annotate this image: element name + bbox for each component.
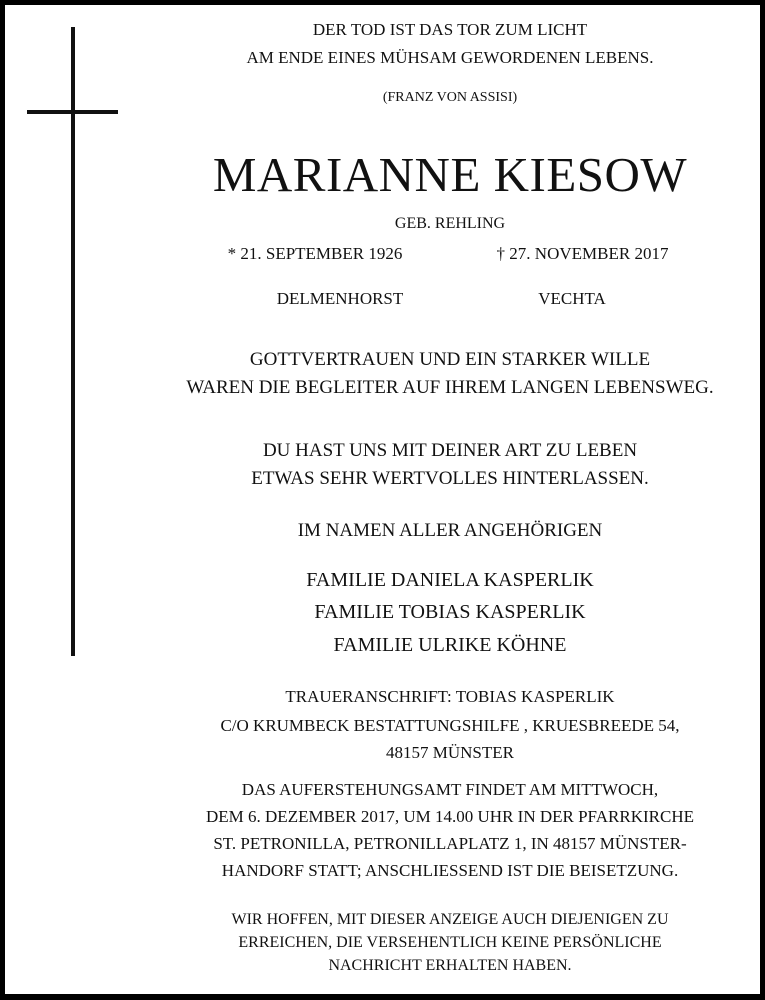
mourners-intro: IM NAMEN ALLER ANGEHÖRIGEN [297, 520, 603, 541]
cross-icon [71, 27, 75, 656]
service-line: DAS AUFERSTEHUNGSAMT FINDET AM MITTWOCH, [241, 780, 659, 799]
death-date: † 27. NOVEMBER 2017 [496, 244, 669, 263]
service-line: ST. PETRONILLA, PETRONILLAPLATZ 1, IN 48157 MÜNSTER- [213, 834, 687, 853]
address-line: TRAUERANSCHRIFT: TOBIAS KASPERLIK [285, 687, 615, 706]
tribute-line: DU HAST UNS MIT DEINER ART ZU LEBEN [262, 440, 638, 461]
closing-line: WIR HOFFEN, MIT DIESER ANZEIGE AUCH DIEJENIGEN ZU [231, 911, 669, 928]
death-place: VECHTA [538, 289, 606, 308]
birth-date: * 21. SEPTEMBER 1926 [227, 244, 403, 263]
family-name: FAMILIE ULRIKE KÖHNE [333, 634, 567, 656]
birth-place: DELMENHORST [276, 289, 404, 308]
family-name: FAMILIE DANIELA KASPERLIK [306, 569, 594, 591]
quote-line: DER TOD IST DAS TOR ZUM LICHT [312, 20, 588, 39]
closing-line: ERREICHEN, DIE VERSEHENTLICH KEINE PERSÖNLICHE [238, 934, 662, 951]
address-line: 48157 MÜNSTER [386, 743, 514, 762]
deceased-name: MARIANNE KIESOW [212, 147, 688, 202]
address-line: C/O KRUMBECK BESTATTUNGSHILFE , KRUESBREEDE 54, [220, 716, 680, 735]
tribute-line: WAREN DIE BEGLEITER AUF IHREM LANGEN LEBENSWEG. [186, 377, 714, 398]
service-line: HANDORF STATT; ANSCHLIESSEND IST DIE BEISETZUNG. [221, 861, 679, 880]
family-name: FAMILIE TOBIAS KASPERLIK [314, 601, 586, 623]
closing-line: NACHRICHT ERHALTEN HABEN. [328, 957, 572, 974]
quote-author: (FRANZ VON ASSISI) [382, 90, 518, 105]
cross-icon-bar [27, 110, 118, 114]
obituary-notice [5, 5, 760, 994]
tribute-line: ETWAS SEHR WERTVOLLES HINTERLASSEN. [251, 468, 649, 489]
tribute-line: GOTTVERTRAUEN UND EIN STARKER WILLE [249, 349, 651, 370]
maiden-name: GEB. REHLING [394, 215, 506, 232]
quote-line: AM ENDE EINES MÜHSAM GEWORDENEN LEBENS. [246, 48, 654, 67]
service-line: DEM 6. DEZEMBER 2017, UM 14.00 UHR IN DER PFARRKIRCHE [206, 807, 694, 826]
